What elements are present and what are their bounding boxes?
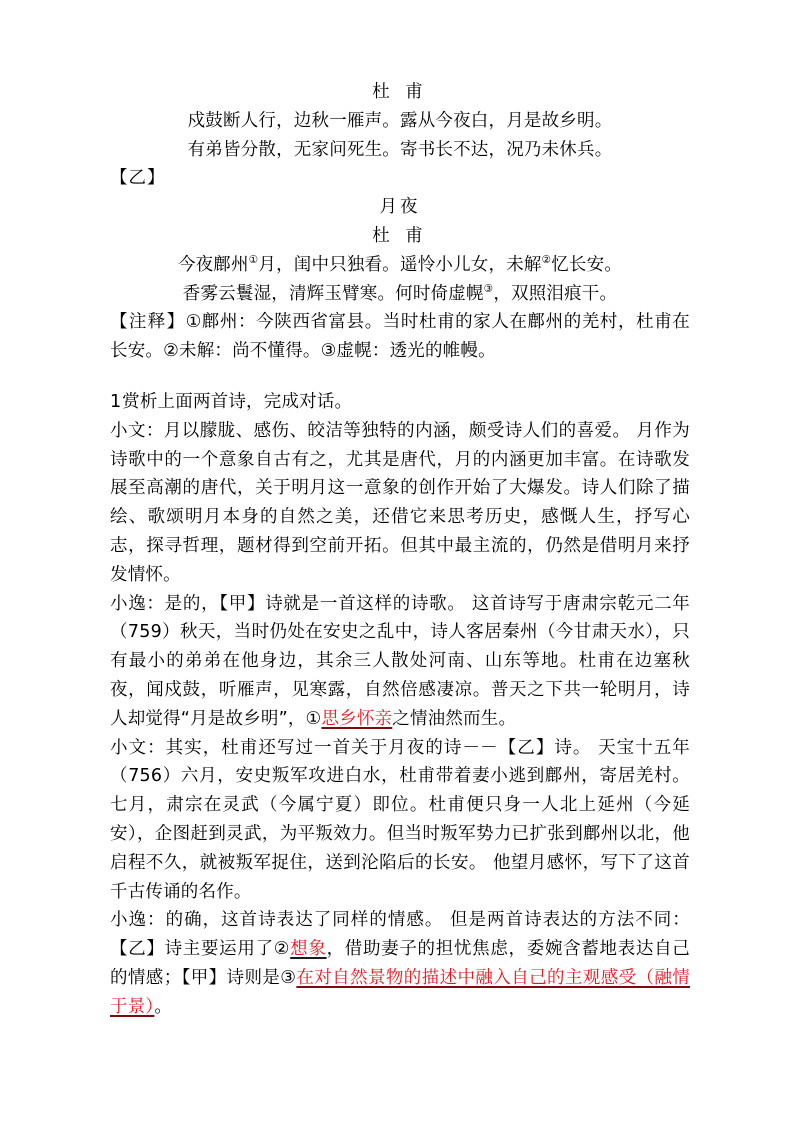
dialogue-speaker-4: 小逸： (110, 910, 166, 931)
note-ref-3-icon: ③ (483, 282, 494, 295)
poem-yi-verse-1-part-c: 忆长安。 (551, 254, 623, 275)
dialogue-text-4-before: 的确，这首诗表达了同样的情感。 但是两首诗表达的方法不同：【乙】诗主要运用了 (110, 910, 690, 960)
paragraph-spacer (110, 366, 690, 388)
poem-jia-author: 杜 甫 (372, 82, 428, 102)
answer-blank-1[interactable]: 思乡怀亲 (321, 708, 393, 729)
answer-marker-2: ② (273, 939, 291, 960)
dialogue-text-4-middle: ，借助妻子的担忧焦虑，委婉含蓄地表达自己的情感；【甲】诗则是 (110, 939, 691, 988)
dialogue-text-1: 月以朦胧、感伤、皎洁等独特的内涵，颇受诗人们的喜爱。 月作为诗歌中的一个意象自古有之，尤其是唐代，月的内涵更加丰富。在诗歌发展至高潮的唐代，关于明月这一意象的创作开始了大爆发。诗人们除了描绘、歌颂明月本身的自然之美，还借它来思考历史，感慨人生，抒写心志，探寻哲理，题材得到空前开拓。但其中最主流的，仍然是借明月来抒发情怀。 (110, 420, 690, 585)
dialogue-turn-4 (110, 906, 690, 1021)
question-number: 1 (110, 391, 123, 412)
dialogue-text-2-after: 之情油然而生。 (392, 708, 517, 729)
dialogue-turn-1 (110, 417, 690, 590)
answer-marker-3: ③ (280, 967, 297, 988)
dialogue-speaker-3: 小文： (110, 737, 166, 758)
poem-jia-verse-line-2: 有弟皆分散，无家问死生。寄书长不达，况乃未休兵。 (187, 139, 613, 160)
note-ref-1-icon: ① (248, 253, 259, 266)
note-ref-2-icon: ② (541, 253, 552, 266)
dialogue-turn-3 (110, 734, 690, 907)
dialogue-turn-2 (110, 590, 690, 734)
annotations-text: ①鄜州：今陕西省富县。当时杜甫的家人在鄜州的羌村，杜甫在长安。②未解：尚不懂得。③虚幌：透光的帷幔。 (110, 312, 690, 362)
dialogue-speaker-1: 小文： (110, 420, 164, 441)
annotations-label: 【注释】 (110, 312, 186, 333)
dialogue-text-4-after: 。 (154, 996, 173, 1017)
poem-yi-verse-1-part-a: 今夜鄜州 (177, 254, 249, 275)
question-prompt-text: 赏析上面两首诗，完成对话。 (122, 391, 353, 412)
document-body (110, 78, 690, 1022)
answer-blank-3[interactable]: 在对自然景物的描述中融入自己的主观感受（融情于景） (110, 967, 691, 1017)
poem-yi-author: 杜 甫 (372, 225, 428, 246)
section-yi-label: 【乙】 (110, 168, 166, 189)
poem-yi-verse-line-1 (110, 251, 690, 280)
dialogue-text-3: 其实，杜甫还写过一首关于月夜的诗－－【乙】诗。 天宝十五年（756）六月，安史叛军攻进白水，杜甫带着妻小逃到鄜州，寄居羌村。七月，肃宗在灵武（今属宁夏）即位。杜甫便只身一人北上延州（今延安），企图赶到灵武，为平叛效力。但当时叛军势力已扩张到鄜州以北，他启程不久，就被叛军捉住，送到沦陷后的长安。 他望月感怀，写下了这首千古传诵的名作。 (110, 737, 690, 902)
poem-yi-title: 月夜 (379, 197, 421, 218)
poem-jia-verse-line-1: 戍鼓断人行，边秋一雁声。露从今夜白，月是故乡明。 (187, 110, 613, 131)
answer-blank-2[interactable]: 想象 (290, 939, 327, 960)
poem-yi-verse-2-part-b: ，双照泪痕干。 (493, 283, 618, 304)
poem-yi-verse-1-part-b: 月，闺中只独看。遥怜小儿女，未解 (258, 254, 542, 275)
dialogue-text-2-before: 是的，【甲】诗就是一首这样的诗歌。 这首诗写于唐肃宗乾元二年（759）秋天，当时仍处在安史之乱中，诗人客居秦州（今甘肃天水），只有最小的弟弟在他身边，其余三人散处河南、山东等地。杜甫在边塞秋夜，闻戍鼓，听雁声，见寒露，自然倍感凄凉。普天之下共一轮明月，诗人却觉得“月是故乡明”， (110, 593, 690, 729)
poem-yi-verse-2-part-a: 香雾云鬟湿，清辉玉臂寒。何时倚虚幌 (182, 283, 484, 304)
answer-marker-1: ① (305, 708, 322, 729)
dialogue-speaker-2: 小逸： (110, 593, 165, 614)
question-prompt (110, 388, 690, 417)
poem-yi-verse-line-2 (110, 280, 690, 309)
annotations-block (110, 308, 690, 366)
